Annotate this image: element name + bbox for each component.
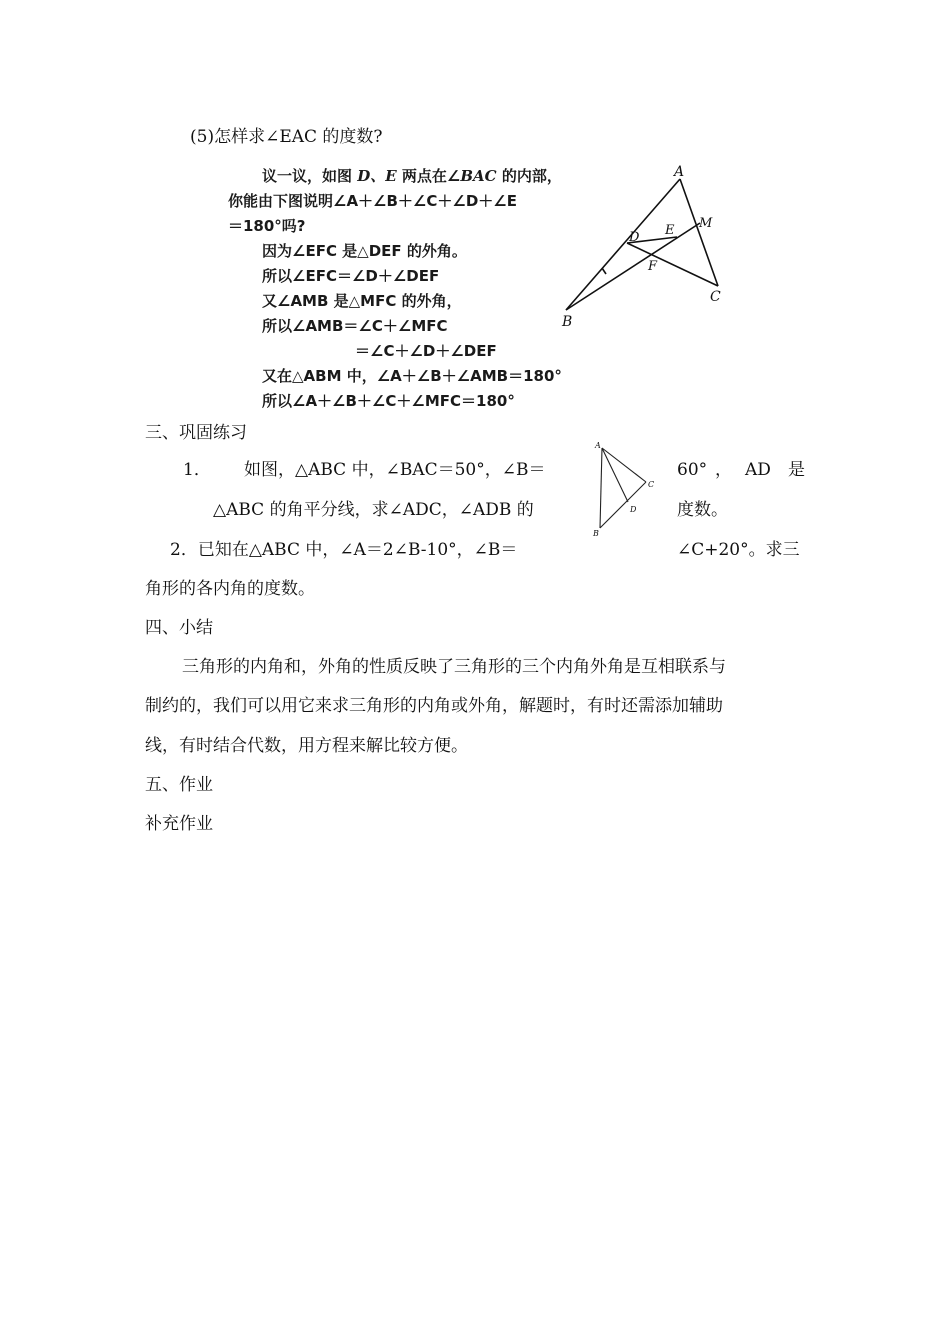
summary-line-2: 制约的，我们可以用它来求三角形的内角或外角，解题时，有时还需添加辅助: [145, 696, 723, 716]
summary-line-1: 三角形的内角和，外角的性质反映了三角形的三个内角外角是互相联系与: [182, 657, 726, 677]
extra-homework: 补充作业: [145, 814, 213, 834]
label-A: A: [595, 441, 601, 450]
problem-1-text-a: 如图，△ABC 中，∠BAC＝50°，∠B＝: [244, 460, 546, 480]
label-B: B: [562, 314, 573, 330]
section-4-heading: 四、小结: [145, 618, 213, 638]
scan-line-8: ＝∠C＋∠D＋∠DEF: [355, 342, 497, 360]
scan-line-6: 又∠AMB 是△MFC 的外角，: [262, 292, 462, 310]
problem-1-text-c: ，: [715, 460, 732, 480]
problem-1-text-d: AD: [745, 460, 771, 480]
label-D: D: [630, 505, 637, 514]
label-B: B: [593, 529, 599, 538]
scan-line-7: 所以∠AMB＝∠C＋∠MFC: [262, 317, 448, 335]
problem-1-text-f: △ABC 的角平分线，求∠ADC，∠ADB 的: [213, 500, 534, 520]
question-5: (5)怎样求∠EAC 的度数?: [190, 127, 383, 147]
side-AB: [600, 448, 602, 528]
problem-2-text-c: 角形的各内角的度数。: [145, 579, 315, 599]
tick-mark: [602, 268, 606, 274]
problem-2-text-b: ∠C+20°。求三: [677, 540, 800, 560]
bisector-AD: [602, 448, 628, 502]
scan-line-2: 你能由下图说明∠A＋∠B＋∠C＋∠D＋∠E: [228, 192, 517, 210]
scan-line-3: ＝180°吗?: [228, 217, 306, 235]
scan-line-9: 又在△ABM 中，∠A＋∠B＋∠AMB＝180°: [262, 367, 562, 385]
section-3-heading: 三、巩固练习: [145, 423, 247, 443]
label-F: F: [648, 259, 658, 274]
triangle-figure-2: [590, 440, 660, 540]
scan-line-1: 议一议，如图 D、E 两点在∠BAC 的内部，: [262, 167, 562, 185]
problem-1-text-b: 60°: [677, 460, 708, 480]
label-C: C: [648, 480, 655, 489]
problem-1-text-e: 是: [788, 460, 805, 480]
label-A: A: [674, 164, 685, 180]
summary-line-3: 线，有时结合代数，用方程来解比较方便。: [145, 736, 468, 756]
label-C: C: [710, 289, 721, 305]
label-M: M: [699, 216, 713, 231]
problem-2-text-a: 2．已知在△ABC 中，∠A＝2∠B-10°，∠B＝: [170, 540, 518, 560]
side-AC: [602, 448, 646, 482]
problem-1-number: 1．: [183, 460, 211, 480]
side-BC: [600, 482, 646, 528]
problem-1-text-g: 度数。: [677, 500, 728, 520]
scan-line-10: 所以∠A＋∠B＋∠C＋∠MFC＝180°: [262, 392, 515, 410]
line-AB: [566, 179, 680, 310]
section-5-heading: 五、作业: [145, 775, 213, 795]
label-D: D: [629, 230, 640, 245]
scan-line-5: 所以∠EFC＝∠D＋∠DEF: [262, 267, 440, 285]
scan-line-4: 因为∠EFC 是△DEF 的外角。: [262, 242, 467, 260]
label-E: E: [665, 223, 675, 238]
triangle-figure-1: [560, 160, 740, 330]
